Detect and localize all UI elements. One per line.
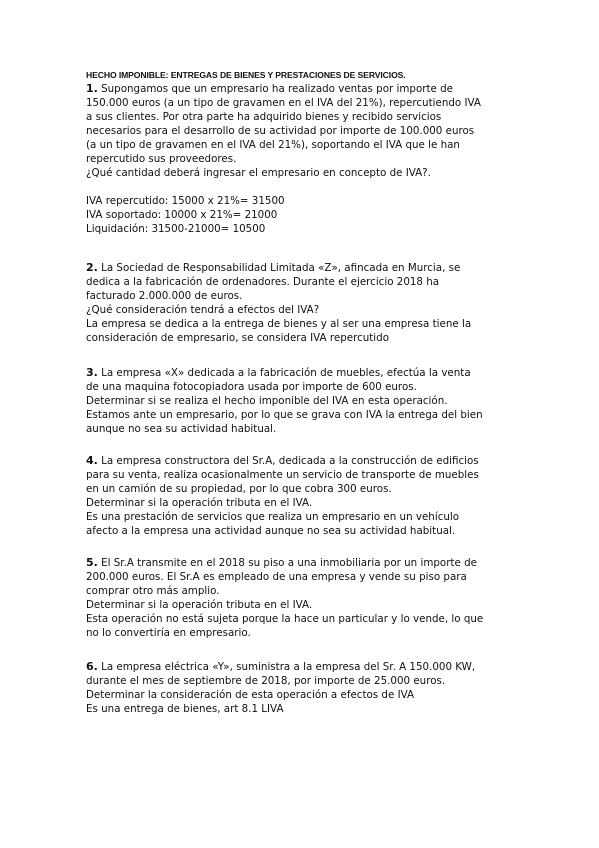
question-text: La Sociedad de Responsabilidad Limitada «Z», afincada en Murcia, se xyxy=(97,262,461,274)
question-number: 6. xyxy=(86,660,98,673)
question-text: La empresa «X» dedicada a la fabricación de muebles, efectúa la venta xyxy=(97,367,471,379)
question-4-first-line xyxy=(86,454,479,468)
text-line: ¿Qué cantidad deberá ingresar el empresario en concepto de IVA?. xyxy=(86,167,431,179)
text-line: afecto a la empresa una actividad aunque no sea su actividad habitual. xyxy=(86,525,456,537)
text-line: Es una entrega de bienes, art 8.1 LIVA xyxy=(86,703,284,715)
text-line: Es una prestación de servicios que realiza un empresario en un vehículo xyxy=(86,511,460,523)
text-line: (a un tipo de gravamen en el IVA del 21%), soportando el IVA que le han xyxy=(86,139,460,151)
text-line: Liquidación: 31500-21000= 10500 xyxy=(86,223,266,235)
text-line: para su venta, realiza ocasionalmente un servicio de transporte de muebles xyxy=(86,469,479,481)
document-heading: HECHO IMPONIBLE: ENTREGAS DE BIENES Y PRESTACIONES DE SERVICIOS. xyxy=(86,70,406,80)
text-line: en un camión de su propiedad, por lo que cobra 300 euros. xyxy=(86,483,392,495)
text-line: La empresa se dedica a la entrega de bienes y al ser una empresa tiene la xyxy=(86,318,472,330)
question-3-first-line xyxy=(86,366,471,380)
question-text: La empresa constructora del Sr.A, dedicada a la construcción de edificios xyxy=(97,455,479,467)
text-line: repercutido sus proveedores. xyxy=(86,153,237,165)
question-2-first-line xyxy=(86,261,460,275)
question-number: 5. xyxy=(86,556,98,569)
text-line: 200.000 euros. El Sr.A es empleado de una empresa y vende su piso para xyxy=(86,571,467,583)
text-line: comprar otro más amplio. xyxy=(86,585,220,597)
text-line: IVA soportado: 10000 x 21%= 21000 xyxy=(86,209,278,221)
text-line: necesarios para el desarrollo de su actividad por importe de 100.000 euros xyxy=(86,125,475,137)
text-line: durante el mes de septiembre de 2018, por importe de 25.000 euros. xyxy=(86,675,446,687)
text-line: aunque no sea su actividad habitual. xyxy=(86,423,277,435)
question-1-first-line xyxy=(86,82,453,96)
text-line: dedica a la fabricación de ordenadores. Durante el ejercicio 2018 ha xyxy=(86,276,440,288)
question-text: El Sr.A transmite en el 2018 su piso a una inmobiliaria por un importe de xyxy=(97,557,477,569)
text-line: IVA repercutido: 15000 x 21%= 31500 xyxy=(86,195,285,207)
question-number: 2. xyxy=(86,261,98,274)
text-line: Determinar si se realiza el hecho imponible del IVA en esta operación. xyxy=(86,395,448,407)
text-line: Estamos ante un empresario, por lo que se grava con IVA la entrega del bien xyxy=(86,409,483,421)
question-6-first-line xyxy=(86,660,475,674)
text-line: Determinar si la operación tributa en el IVA. xyxy=(86,497,313,509)
text-line: ¿Qué consideración tendrá a efectos del IVA? xyxy=(86,304,320,316)
text-line: facturado 2.000.000 de euros. xyxy=(86,290,243,302)
question-number: 4. xyxy=(86,454,98,467)
question-number: 3. xyxy=(86,366,98,379)
question-number: 1. xyxy=(86,82,98,95)
question-text: Supongamos que un empresario ha realizado ventas por importe de xyxy=(97,83,454,95)
question-5-first-line xyxy=(86,556,477,570)
text-line: 150.000 euros (a un tipo de gravamen en el IVA del 21%), repercutiendo IVA xyxy=(86,97,481,109)
text-line: de una maquina fotocopiadora usada por importe de 600 euros. xyxy=(86,381,417,393)
question-text: La empresa eléctrica «Y», suministra a la empresa del Sr. A 150.000 KW, xyxy=(97,661,476,673)
text-line: Determinar si la operación tributa en el IVA. xyxy=(86,599,313,611)
text-line: Determinar la consideración de esta operación a efectos de IVA xyxy=(86,689,415,701)
text-line: a sus clientes. Por otra parte ha adquirido bienes y recibido servicios xyxy=(86,111,442,123)
text-line: consideración de empresario, se considera IVA repercutido xyxy=(86,332,390,344)
text-line: no lo convertiría en empresario. xyxy=(86,627,251,639)
text-line: Esta operación no está sujeta porque la hace un particular y lo vende, lo que xyxy=(86,613,484,625)
